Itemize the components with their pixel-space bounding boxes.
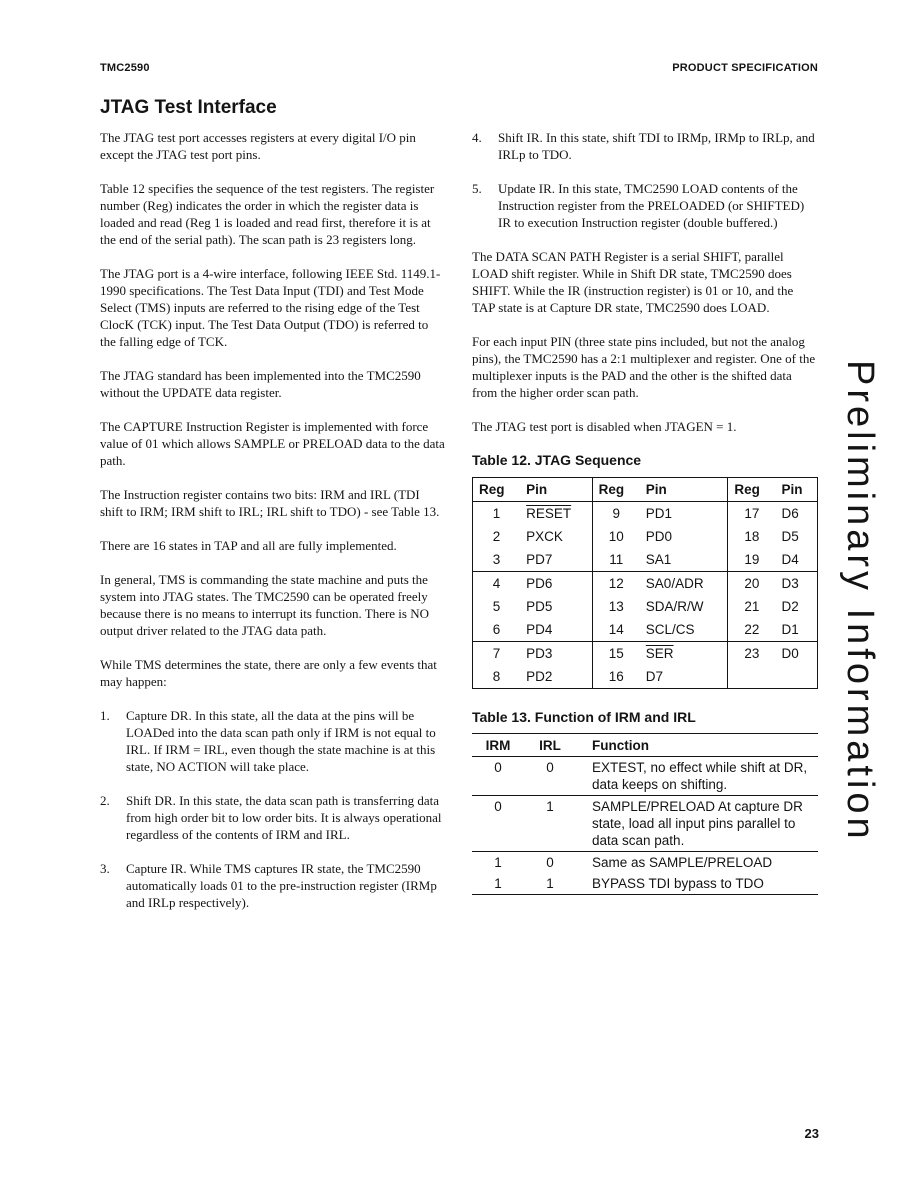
table-cell: SCL/CS	[640, 618, 728, 642]
table-cell: EXTEST, no effect while shift at DR, data keeps on shifting.	[576, 757, 818, 796]
list-item	[472, 129, 818, 163]
table-13-caption: Table 13. Function of IRM and IRL	[472, 709, 696, 725]
table-cell: 3	[473, 548, 521, 572]
table-cell: SDA/R/W	[645, 599, 704, 614]
table-cell: 1	[492, 506, 501, 521]
column-header: Reg	[728, 478, 776, 502]
column-header: IRM	[472, 734, 524, 757]
table-cell: PD1	[645, 506, 673, 521]
header-document-type: PRODUCT SPECIFICATION	[672, 62, 818, 74]
jtag-sequence-table	[472, 477, 818, 689]
table-row	[473, 525, 818, 548]
section-title: JTAG Test Interface	[100, 97, 277, 118]
table-cell: D5	[781, 529, 799, 544]
table-cell: SA0/ADR	[645, 576, 704, 591]
table-cell: 13	[592, 595, 640, 618]
paragraph: Table 12 specifies the sequence of the test registers. The register number (Reg) indicates the order in which the register data is loaded and read (Reg 1 is loaded and read first, therefore it is at the end of the serial path). The scan path is 23 registers long.	[100, 181, 435, 247]
table-12-caption: Table 12. JTAG Sequence	[472, 452, 642, 468]
list-number: 4.	[472, 130, 482, 145]
irm-irl-function-table	[472, 733, 818, 895]
list-text: Shift IR. In this state, shift TDI to IRMp, IRMp to IRLp, and IRLp to TDO.	[498, 130, 815, 162]
table-cell: D4	[775, 548, 817, 572]
list-number: 1.	[100, 708, 110, 723]
list-item	[100, 860, 445, 911]
table-cell: BYPASS TDI bypass to TDO	[592, 876, 764, 891]
list-item	[472, 180, 818, 231]
table-row	[472, 852, 818, 874]
table-cell: D6	[781, 506, 799, 521]
table-cell: Same as SAMPLE/PRELOAD	[592, 855, 773, 870]
paragraph: The JTAG standard has been implemented into the TMC2590 without the UPDATE data register.	[100, 368, 421, 400]
paragraph: The JTAG port is a 4-wire interface, following IEEE Std. 1149.1-1990 specifications. The Test Data Input (TDI) and Test Mode Select (TMS) inputs are referred to the rising edge of the Test ClocK (TCK) input. The Test Data Output (TDO) is referred to the falling edge of TCK.	[100, 266, 441, 349]
table-row	[473, 502, 818, 526]
table-cell: 0	[472, 796, 524, 852]
paragraph: The CAPTURE Instruction Register is implemented with force value of 01 which allows SAMPLE or PRELOAD data to the data path.	[100, 419, 445, 468]
table-cell: D2	[781, 599, 799, 614]
table-cell: 0	[546, 855, 554, 870]
table-header-row	[472, 734, 818, 757]
list-text: Update IR. In this state, TMC2590 LOAD contents of the Instruction register from the PRELOADED (or SHIFTED) IR to execution Instruction register (double buffered.)	[498, 181, 805, 230]
left-column	[100, 129, 445, 928]
table-cell: 18	[728, 525, 776, 548]
table-row	[473, 595, 818, 618]
column-header: IRL	[524, 734, 576, 757]
table-row	[473, 642, 818, 666]
table-cell: 11	[592, 548, 640, 572]
paragraph: For each input PIN (three state pins included, but not the analog pins), the TMC2590 has a 2:1 multiplexer and register. One of the multiplexer inputs is the PAD and the other is the shifted data from the higher order scan path.	[472, 334, 816, 400]
paragraph: The JTAG test port accesses registers at every digital I/O pin except the JTAG test port pins.	[100, 130, 416, 162]
table-cell: 16	[592, 665, 640, 689]
paragraph: In general, TMS is commanding the state machine and puts the system into JTAG states. The TMC2590 can be operated freely because there is no means to interrupt its function. There is NO output driver related to the JTAG data path.	[100, 572, 430, 638]
table-cell: 17	[728, 502, 776, 526]
table-cell: 19	[728, 548, 776, 572]
table-row	[473, 665, 818, 689]
table-cell: 20	[728, 572, 776, 596]
list-number: 2.	[100, 793, 110, 808]
column-header: Pin	[640, 478, 728, 502]
table-cell: 2	[492, 529, 501, 544]
page-number: 23	[804, 1126, 819, 1141]
table-cell: 1	[524, 796, 576, 852]
table-cell: PD3	[526, 646, 553, 661]
table-cell: 9	[592, 502, 640, 526]
table-cell	[775, 665, 817, 689]
table-cell: 0	[524, 757, 576, 796]
paragraph: The JTAG test port is disabled when JTAGEN = 1.	[472, 419, 737, 434]
list-text: Capture DR. In this state, all the data at the pins will be LOADed into the data scan path only if IRM is not equal to IRL. If IRM = IRL, even though the state machine is at this state, NO ACTION will take place.	[126, 708, 436, 774]
paragraph: There are 16 states in TAP and all are fully implemented.	[100, 538, 397, 553]
list-text: Capture IR. While TMS captures IR state, the TMC2590 automatically loads 01 to the pre-instruction register (IRMp and IRLp respectively).	[126, 861, 437, 910]
table-cell: PD4	[520, 618, 592, 642]
paragraph: The DATA SCAN PATH Register is a serial SHIFT, parallel LOAD shift register. While in Shift DR state, TMC2590 does SHIFT. While the IR (instruction register) is 01 or 10, and the TAP state is at Capture DR state, TMC2590 does LOAD.	[472, 249, 794, 315]
table-cell: PD2	[526, 669, 553, 684]
column-header: Pin	[520, 478, 592, 502]
table-cell: PXCK	[526, 529, 563, 544]
table-row	[473, 618, 818, 642]
table-cell: 8	[492, 669, 501, 684]
table-cell: 15	[592, 642, 640, 666]
table-cell	[728, 665, 776, 689]
table-cell: 10	[592, 525, 640, 548]
table-row	[473, 548, 818, 572]
table-cell: PD0	[645, 529, 673, 544]
list-text: Shift DR. In this state, the data scan path is transferring data from high order bit to low order bits. It is always operational regardless of the contents of IRM and IRL.	[126, 793, 442, 842]
table-cell: D3	[781, 576, 799, 591]
table-cell: PD5	[526, 599, 553, 614]
column-header: Reg	[592, 478, 640, 502]
table-cell: 12	[592, 572, 640, 596]
column-header: Pin	[775, 478, 817, 502]
table-cell: 5	[492, 599, 501, 614]
table-cell: 1	[546, 876, 554, 891]
table-cell: 23	[728, 642, 776, 666]
table-cell: 22	[728, 618, 776, 642]
table-cell: D1	[775, 618, 817, 642]
table-header-row	[473, 478, 818, 502]
table-cell: RESET	[526, 506, 572, 521]
table-cell: D7	[645, 669, 664, 684]
list-item	[100, 792, 445, 843]
table-cell: SAMPLE/PRELOAD At capture DR state, load all input pins parallel to data scan path.	[576, 796, 818, 852]
column-header: Reg	[473, 478, 521, 502]
list-number: 5.	[472, 181, 482, 196]
table-cell: 21	[728, 595, 776, 618]
table-row	[473, 572, 818, 596]
table-cell: 7	[492, 646, 501, 661]
table-cell: 4	[492, 576, 501, 591]
table-cell: $\overline{SER}$	[645, 646, 674, 661]
table-cell: PD7	[520, 548, 592, 572]
list-number: 3.	[100, 861, 110, 876]
table-cell: D0	[781, 646, 799, 661]
table-row	[472, 873, 818, 895]
column-header: Function	[576, 734, 818, 757]
table-cell: 14	[592, 618, 640, 642]
table-row	[472, 757, 818, 796]
table-row	[472, 796, 818, 852]
preliminary-information-side-label: Preliminary Information	[839, 360, 881, 843]
right-column	[472, 129, 818, 895]
table-cell: 6	[473, 618, 521, 642]
table-cell: 0	[472, 757, 524, 796]
list-item	[100, 707, 445, 775]
table-cell: 1	[494, 876, 502, 891]
paragraph: While TMS determines the state, there are only a few events that may happen:	[100, 657, 437, 689]
table-cell: 1	[494, 855, 502, 870]
paragraph: The Instruction register contains two bits: IRM and IRL (TDI shift to IRM; IRM shift to IRL; IRL shift to TDO) - see Table 13.	[100, 487, 440, 519]
table-cell: PD6	[526, 576, 553, 591]
table-cell: SA1	[640, 548, 728, 572]
header-product-code: TMC2590	[100, 62, 150, 74]
